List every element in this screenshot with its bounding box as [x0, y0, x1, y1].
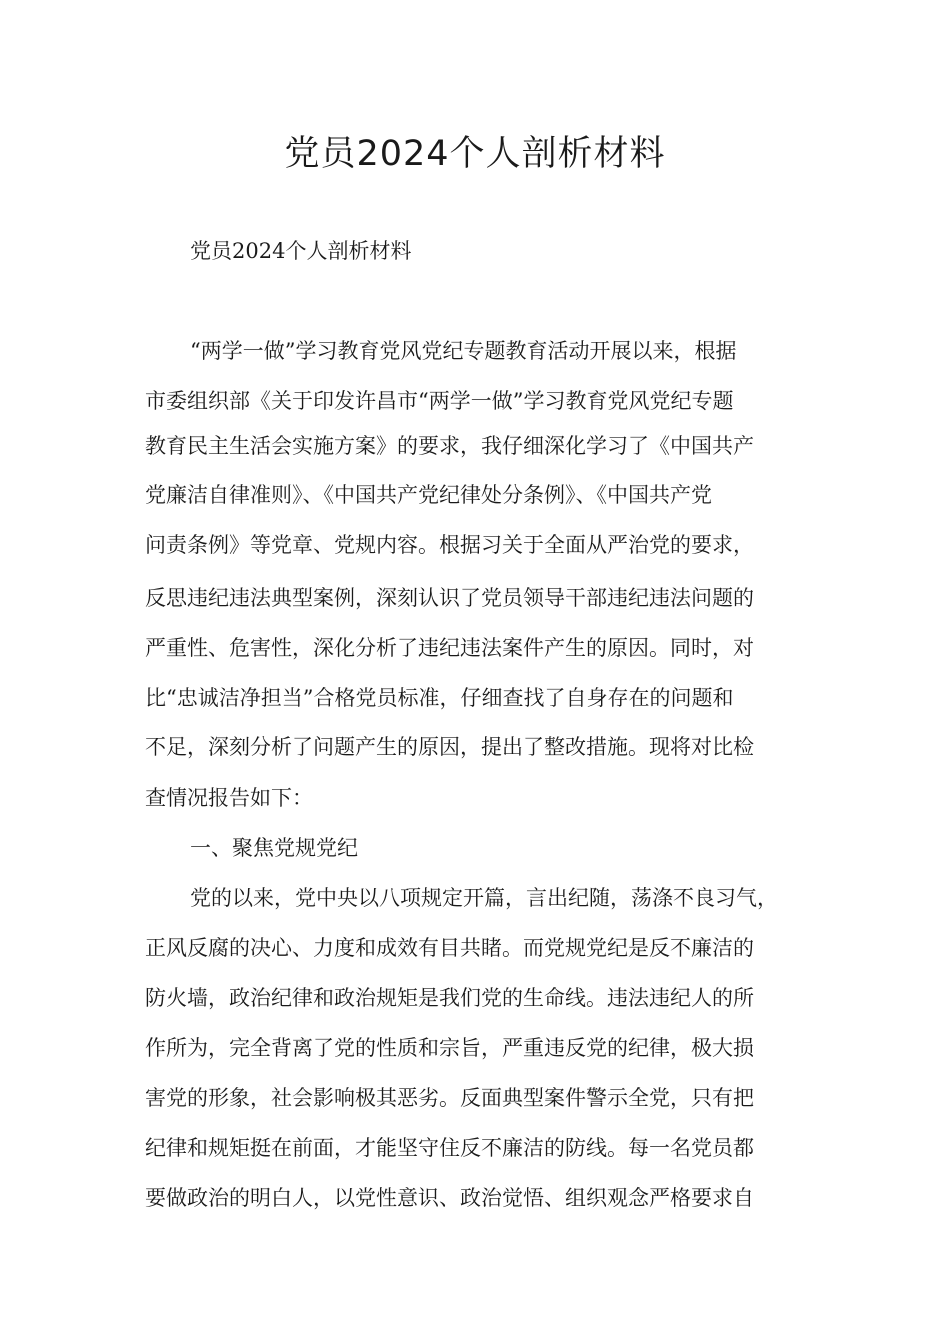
paragraph-line: 防火墙，政治纪律和政治规矩是我们党的生命线。违法违纪人的所 — [145, 986, 754, 1010]
paragraph-line: 比“忠诚洁净担当”合格党员标准，仔细查找了自身存在的问题和 — [145, 686, 734, 710]
paragraph-line: 不足，深刻分析了问题产生的原因，提出了整改措施。现将对比检 — [145, 735, 754, 759]
paragraph-line: 要做政治的明白人，以党性意识、政治觉悟、组织观念严格要求自 — [145, 1186, 754, 1210]
paragraph-line: “两学一做”学习教育党风党纪专题教育活动开展以来，根据 — [190, 339, 737, 363]
document-subtitle: 党员2024个人剖析材料 — [190, 239, 412, 263]
paragraph-line: 严重性、危害性，深化分析了违纪违法案件产生的原因。同时，对 — [145, 636, 754, 660]
paragraph-line: 纪律和规矩挺在前面，才能坚守住反不廉洁的防线。每一名党员都 — [145, 1136, 754, 1160]
paragraph-line: 党廉洁自律准则》、《中国共产党纪律处分条例》、《中国共产党 — [145, 483, 712, 507]
paragraph-line: 教育民主生活会实施方案》的要求，我仔细深化学习了《中国共产 — [145, 434, 754, 458]
paragraph-line: 党的以来，党中央以八项规定开篇，言出纪随，荡涤不良习气， — [190, 886, 778, 910]
paragraph-line: 反思违纪违法典型案例，深刻认识了党员领导干部违纪违法问题的 — [145, 586, 754, 610]
paragraph-line: 市委组织部《关于印发许昌市“两学一做”学习教育党风党纪专题 — [145, 389, 734, 413]
paragraph-line: 问责条例》等党章、党规内容。根据习关于全面从严治党的要求， — [145, 533, 754, 557]
paragraph-line: 害党的形象，社会影响极其恶劣。反面典型案件警示全党，只有把 — [145, 1086, 754, 1110]
paragraph-line: 作所为，完全背离了党的性质和宗旨，严重违反党的纪律，极大损 — [145, 1036, 754, 1060]
paragraph-line: 正风反腐的决心、力度和成效有目共睹。而党规党纪是反不廉洁的 — [145, 936, 754, 960]
section-heading: 一、聚焦党规党纪 — [190, 836, 358, 860]
document-title: 党员2024个人剖析材料 — [284, 134, 666, 174]
paragraph-line: 查情况报告如下： — [145, 786, 313, 810]
